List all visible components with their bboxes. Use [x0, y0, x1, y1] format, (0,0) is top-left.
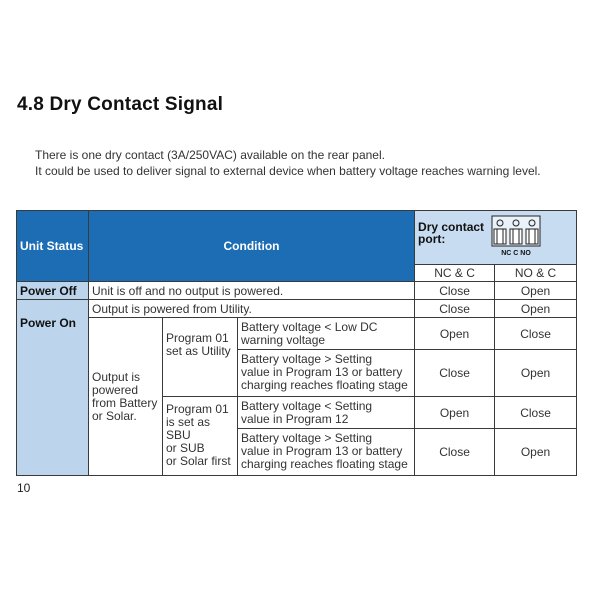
row1-line-2: warning voltage: [241, 333, 326, 347]
battery-condition-3: [238, 397, 415, 429]
row4-no-c: Open: [495, 429, 577, 476]
intro-paragraph: [35, 147, 541, 179]
program01-sbu-line-4: or Solar first: [166, 454, 231, 468]
battery-row-1: [17, 318, 577, 350]
condition-header: Condition: [89, 211, 415, 282]
header-row: [17, 211, 577, 265]
program01-sbu-line-1: Program 01: [166, 402, 229, 416]
power-off-nc-c: Close: [415, 282, 495, 300]
row3-nc-c: Open: [415, 397, 495, 429]
port-label-line-2: port:: [418, 232, 446, 246]
row1-nc-c: Open: [415, 318, 495, 350]
row2-no-c: Open: [495, 350, 577, 397]
row2-line-3: charging reaches floating stage: [241, 378, 408, 392]
terminal-label: NC C NO: [501, 250, 532, 257]
row2-line-2: value in Program 13 or battery: [241, 365, 403, 379]
relay-terminal-icon: [491, 215, 541, 260]
row4-line-1: Battery voltage > Setting: [241, 431, 373, 445]
program01-utility-line-2: set as Utility: [166, 344, 231, 358]
program01-sbu-line-3: or SUB: [166, 441, 205, 455]
power-on-status: Power On: [17, 300, 89, 476]
battery-group-line-3: from Battery: [92, 395, 158, 410]
intro-line-2: It could be used to deliver signal to external device when battery voltage reaches warning level.: [35, 164, 541, 178]
row3-line-1: Battery voltage < Setting: [241, 399, 373, 413]
battery-condition-2: [238, 350, 415, 397]
battery-solar-condition: [89, 318, 163, 476]
row4-line-2: value in Program 13 or battery: [241, 444, 403, 458]
power-off-row: [17, 282, 577, 300]
row3-no-c: Close: [495, 397, 577, 429]
utility-condition: Output is powered from Utility.: [89, 300, 415, 318]
battery-condition-4: [238, 429, 415, 476]
row3-line-2: value in Program 12: [241, 412, 349, 426]
battery-group-line-1: Output is: [92, 369, 141, 384]
utility-nc-c: Close: [415, 300, 495, 318]
no-c-header: NO & C: [495, 265, 577, 282]
row2-line-1: Battery voltage > Setting: [241, 352, 373, 366]
power-off-status: Power Off: [17, 282, 89, 300]
program01-sbu-condition: [163, 397, 238, 476]
power-off-condition: Unit is off and no output is powered.: [89, 282, 415, 300]
row1-no-c: Close: [495, 318, 577, 350]
program01-sbu-line-2: is set as SBU: [166, 415, 211, 442]
port-label-line-1: Dry contact: [418, 220, 485, 234]
dry-contact-table: [16, 210, 577, 476]
utility-no-c: Open: [495, 300, 577, 318]
battery-group-line-4: or Solar.: [92, 408, 137, 423]
row1-line-1: Battery voltage < Low DC: [241, 320, 378, 334]
power-off-no-c: Open: [495, 282, 577, 300]
unit-status-header: Unit Status: [17, 211, 89, 282]
row4-nc-c: Close: [415, 429, 495, 476]
program01-utility-condition: [163, 318, 238, 397]
power-on-utility-row: [17, 300, 577, 318]
row2-nc-c: Close: [415, 350, 495, 397]
battery-group-line-2: powered: [92, 382, 139, 397]
battery-condition-1: [238, 318, 415, 350]
row4-line-3: charging reaches floating stage: [241, 457, 408, 471]
intro-line-1: There is one dry contact (3A/250VAC) available on the rear panel.: [35, 148, 385, 162]
section-heading: 4.8 Dry Contact Signal: [17, 94, 224, 115]
nc-c-header: NC & C: [415, 265, 495, 282]
dry-contact-port-header: [415, 211, 577, 265]
page-number: 10: [17, 481, 31, 495]
program01-utility-line-1: Program 01: [166, 331, 229, 345]
